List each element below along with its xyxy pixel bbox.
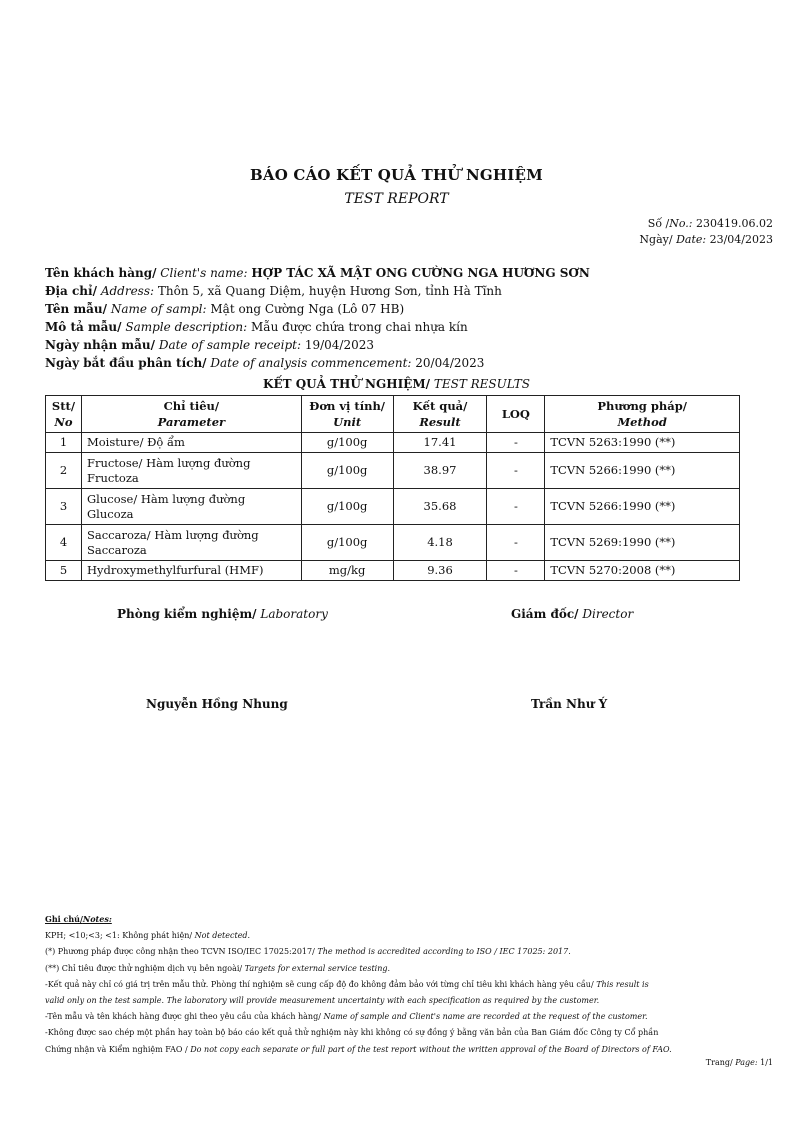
cell-result: 4.18 xyxy=(393,525,487,561)
note-line: (**) Chỉ tiêu được thử nghiệm dịch vụ bên ngoài/ Targets for external service testing. xyxy=(45,963,391,973)
info-value: Mật ong Cường Nga (Lô 07 HB) xyxy=(210,302,405,316)
cell-parameter: Moisture/ Độ ẩm xyxy=(81,433,301,453)
info-sample-name xyxy=(45,302,404,316)
note-line: -Tên mẫu và tên khách hàng được ghi theo yêu cầu của khách hàng/ Name of sample and Client's name are recorded at the request of the customer. xyxy=(45,1012,648,1022)
cell-method: TCVN 5270:2008 (**) xyxy=(545,561,740,581)
cell-no: 4 xyxy=(46,525,82,561)
report-number-value: 230419.06.02 xyxy=(696,217,773,230)
note-line: -Kết quả này chỉ có giá trị trên mẫu thử. Phòng thí nghiệm sẽ cung cấp độ đo không đảm bảo với từng chỉ tiêu khi khách hàng yêu cầu/ This result is xyxy=(45,979,649,989)
note-line: KPH; <10;<3; <1: Không phát hiện/ Not detected. xyxy=(45,931,251,941)
report-date-label: Ngày/ xyxy=(639,233,673,246)
cell-result: 35.68 xyxy=(393,489,487,525)
cell-loq: - xyxy=(487,561,545,581)
report-number xyxy=(648,217,773,230)
report-date xyxy=(639,233,773,246)
report-number-label-en: No.: xyxy=(669,217,693,230)
director-signature-label: Giám đốc/ Director xyxy=(511,607,634,621)
results-title xyxy=(0,377,793,391)
cell-method: TCVN 5263:1990 (**) xyxy=(545,433,740,453)
cell-parameter: Glucose/ Hàm lượng đường Glucoza xyxy=(81,489,301,525)
note-line: Chứng nhận và Kiểm nghiệm FAO / Do not copy each separate or full part of the test report without the written approval of the Board of Directors of FAO. xyxy=(45,1044,672,1054)
table-header-row xyxy=(46,396,740,433)
notes-heading: Ghi chú/Notes: xyxy=(45,914,112,924)
cell-parameter: Saccaroza/ Hàm lượng đường Saccaroza xyxy=(81,525,301,561)
info-client-name xyxy=(45,266,590,280)
info-label: Mô tả mẫu/ xyxy=(45,320,122,334)
header-no: Stt/ No xyxy=(46,396,82,433)
info-label: Tên mẫu/ xyxy=(45,302,108,316)
info-sample-description xyxy=(45,320,468,334)
table-row xyxy=(46,433,740,453)
cell-result: 17.41 xyxy=(393,433,487,453)
cell-result: 38.97 xyxy=(393,453,487,489)
table-row xyxy=(46,453,740,489)
cell-no: 1 xyxy=(46,433,82,453)
cell-loq: - xyxy=(487,489,545,525)
info-value: Thôn 5, xã Quang Diệm, huyện Hương Sơn, tỉnh Hà Tĩnh xyxy=(157,284,502,298)
table-row xyxy=(46,489,740,525)
report-date-value: 23/04/2023 xyxy=(709,233,773,246)
results-title-en: TEST RESULTS xyxy=(433,377,530,391)
cell-no: 3 xyxy=(46,489,82,525)
info-address xyxy=(45,284,502,298)
cell-unit: g/100g xyxy=(301,525,393,561)
cell-method: TCVN 5266:1990 (**) xyxy=(545,489,740,525)
info-value: 19/04/2023 xyxy=(304,338,374,352)
notes-section xyxy=(45,911,765,1058)
info-label: Ngày bắt đầu phân tích/ xyxy=(45,356,207,370)
cell-method: TCVN 5269:1990 (**) xyxy=(545,525,740,561)
header-parameter: Chỉ tiêu/ Parameter xyxy=(81,396,301,433)
info-label-en: Name of sampl: xyxy=(110,302,207,316)
info-label-en: Date of sample receipt: xyxy=(158,338,301,352)
info-label: Địa chỉ/ xyxy=(45,284,97,298)
info-label: Ngày nhận mẫu/ xyxy=(45,338,155,352)
cell-unit: g/100g xyxy=(301,489,393,525)
info-receipt-date xyxy=(45,338,374,352)
header-unit: Đơn vị tính/ Unit xyxy=(301,396,393,433)
info-value: Mẫu được chứa trong chai nhựa kín xyxy=(250,320,468,334)
report-subtitle: TEST REPORT xyxy=(344,191,449,207)
director-name: Trần Như Ý xyxy=(531,697,608,711)
cell-no: 5 xyxy=(46,561,82,581)
cell-unit: g/100g xyxy=(301,433,393,453)
info-label: Tên khách hàng/ xyxy=(45,266,157,280)
cell-unit: mg/kg xyxy=(301,561,393,581)
cell-unit: g/100g xyxy=(301,453,393,489)
info-analysis-date xyxy=(45,356,484,370)
header-method: Phương pháp/ Method xyxy=(545,396,740,433)
lab-signature-label: Phòng kiểm nghiệm/ Laboratory xyxy=(117,607,328,621)
cell-method: TCVN 5266:1990 (**) xyxy=(545,453,740,489)
results-title-vi: KẾT QUẢ THỬ NGHIỆM/ xyxy=(263,377,430,391)
page-number: Trang/ Page: 1/1 xyxy=(705,1058,773,1067)
cell-loq: - xyxy=(487,453,545,489)
lab-signer-name: Nguyễn Hồng Nhung xyxy=(146,697,288,711)
report-title: BÁO CÁO KẾT QUẢ THỬ NGHIỆM xyxy=(250,166,543,184)
cell-loq: - xyxy=(487,433,545,453)
info-label-en: Sample description: xyxy=(125,320,248,334)
info-value: 20/04/2023 xyxy=(415,356,485,370)
header-loq: LOQ xyxy=(487,396,545,433)
cell-parameter: Fructose/ Hàm lượng đường Fructoza xyxy=(81,453,301,489)
table-row xyxy=(46,525,740,561)
table-row xyxy=(46,561,740,581)
note-line: valid only on the test sample. The laboratory will provide measurement uncertainty with each specification as required by the customer. xyxy=(45,996,600,1006)
info-value: HỢP TÁC XÃ MẬT ONG CƯỜNG NGA HƯƠNG SƠN xyxy=(251,266,590,280)
results-table xyxy=(45,395,740,581)
header-result: Kết quả/ Result xyxy=(393,396,487,433)
note-line: (*) Phương pháp được công nhận theo TCVN ISO/IEC 17025:2017/ The method is accredited according to ISO / IEC 17025: 2017. xyxy=(45,947,571,957)
cell-result: 9.36 xyxy=(393,561,487,581)
cell-parameter: Hydroxymethylfurfural (HMF) xyxy=(81,561,301,581)
info-label-en: Client's name: xyxy=(160,266,248,280)
cell-no: 2 xyxy=(46,453,82,489)
info-label-en: Address: xyxy=(100,284,155,298)
cell-loq: - xyxy=(487,525,545,561)
note-line: -Không được sao chép một phần hay toàn bộ báo cáo kết quả thử nghiệm này khi không có sự đồng ý bằng văn bản của Ban Giám đốc Công ty Cổ phần xyxy=(45,1028,659,1038)
report-date-label-en: Date: xyxy=(676,233,707,246)
report-number-label: Số / xyxy=(647,217,670,230)
info-label-en: Date of analysis commencement: xyxy=(210,356,412,370)
